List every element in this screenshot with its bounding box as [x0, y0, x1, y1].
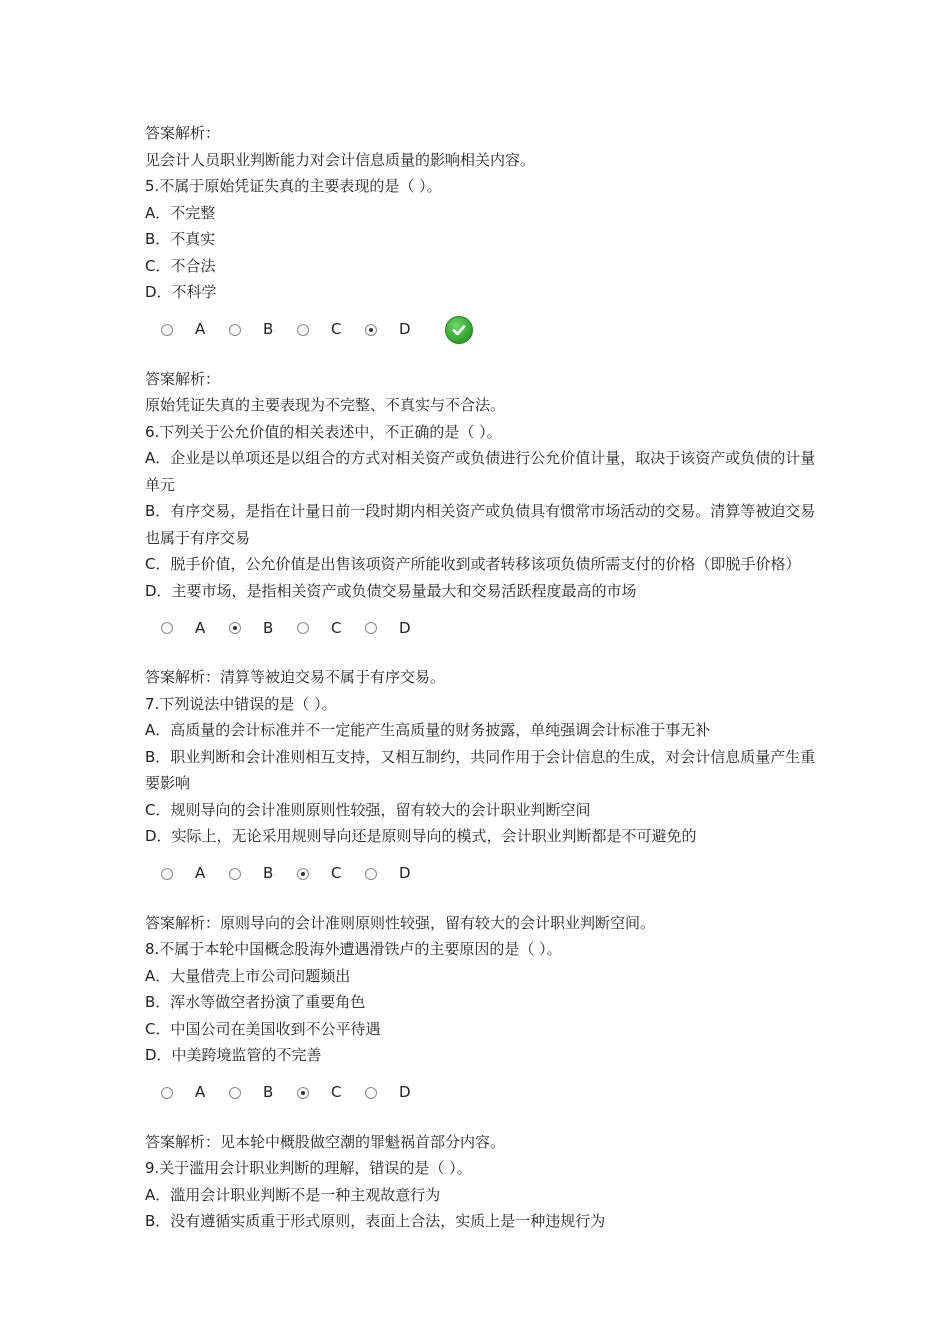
question-option: C．脱手价值，公允价值是出售该项资产所能收到或者转移该项负债所需支付的价格（即脱手价格） — [145, 555, 801, 573]
question-option: A．不完整 — [145, 203, 216, 222]
question-option: C．中国公司在美国收到不公平待遇 — [145, 1019, 381, 1038]
radio-button[interactable] — [161, 622, 173, 634]
choice-letter: C — [331, 864, 342, 883]
answer-choice-c[interactable] — [297, 1079, 351, 1106]
choice-letter: C — [331, 618, 342, 637]
radio-button[interactable] — [297, 1087, 309, 1099]
document-content — [145, 120, 825, 1235]
question-option: B．有序交易，是指在计量日前一段时期内相关资产或负债具有惯常市场活动的交易。清算等被迫交易也属于有序交易 — [145, 502, 816, 547]
answer-choice-b[interactable] — [229, 1079, 283, 1106]
answer-choice-d[interactable] — [365, 316, 419, 343]
question-option: D．中美跨境监管的不完善 — [145, 1046, 322, 1064]
radio-button[interactable] — [229, 868, 241, 880]
answer-radio-group — [145, 312, 825, 348]
choice-letter: D — [399, 1083, 411, 1102]
radio-button[interactable] — [161, 324, 173, 336]
analysis-text: 答案解析：清算等被迫交易不属于有序交易。 — [145, 668, 446, 686]
question-stem: 7.下列说法中错误的是（ ）。 — [145, 694, 337, 713]
radio-button[interactable] — [297, 622, 309, 634]
question-stem: 9.关于滥用会计职业判断的理解，错误的是（ ）。 — [145, 1159, 472, 1177]
analysis-text: 答案解析：见本轮中概股做空潮的罪魁祸首部分内容。 — [145, 1132, 506, 1151]
question-option: C．不合法 — [145, 256, 216, 275]
answer-choice-b[interactable] — [229, 860, 283, 887]
choice-letter: B — [263, 864, 274, 883]
question-option: D．主要市场，是指相关资产或负债交易量最大和交易活跃程度最高的市场 — [145, 581, 637, 600]
choice-letter: B — [263, 320, 274, 339]
radio-button[interactable] — [229, 324, 241, 336]
answer-radio-group — [145, 856, 825, 892]
question-option: B．职业判断和会计准则相互支持，又相互制约，共同作用于会计信息的生成，对会计信息质量产生重要影响 — [145, 747, 816, 792]
radio-button[interactable] — [161, 1087, 173, 1099]
radio-button[interactable] — [229, 622, 241, 634]
choice-letter: D — [399, 320, 411, 339]
answer-choice-b[interactable] — [229, 316, 283, 343]
radio-button[interactable] — [365, 868, 377, 880]
answer-choice-d[interactable] — [365, 860, 419, 887]
choice-letter: A — [195, 1083, 206, 1102]
question-stem: 6.下列关于公允价值的相关表述中，不正确的是（ ）。 — [145, 422, 502, 441]
choice-letter: C — [331, 1083, 342, 1102]
question-option: D．不科学 — [145, 283, 217, 301]
answer-choice-c[interactable] — [297, 316, 351, 343]
radio-button[interactable] — [297, 868, 309, 880]
radio-button[interactable] — [297, 324, 309, 336]
answer-choice-a[interactable] — [161, 615, 215, 642]
choice-letter: D — [399, 618, 411, 637]
radio-button[interactable] — [161, 868, 173, 880]
choice-letter: C — [331, 320, 342, 339]
analysis-text: 见会计人员职业判断能力对会计信息质量的影响相关内容。 — [145, 150, 536, 169]
question-stem: 5.不属于原始凭证失真的主要表现的是（ ）。 — [145, 177, 442, 195]
analysis-text: 答案解析：原则导向的会计准则原则性较强，留有较大的会计职业判断空间。 — [145, 913, 656, 932]
question-option: A．高质量的会计标准并不一定能产生高质量的财务披露，单纯强调会计标准于事无补 — [145, 721, 711, 739]
question-option: A．滥用会计职业判断不是一种主观故意行为 — [145, 1185, 441, 1204]
choice-letter: D — [399, 864, 411, 883]
answer-choice-b[interactable] — [229, 615, 283, 642]
analysis-text: 答案解析： — [145, 124, 221, 142]
choice-letter: B — [263, 618, 274, 637]
question-option: D．实际上，无论采用规则导向还是原则导向的模式，会计职业判断都是不可避免的 — [145, 827, 697, 845]
question-option: A．企业是以单项还是以组合的方式对相关资产或负债进行公允价值计量，取决于该资产或负债的计量单元 — [145, 449, 816, 494]
choice-letter: B — [263, 1083, 274, 1102]
answer-choice-a[interactable] — [161, 316, 215, 343]
answer-choice-d[interactable] — [365, 1079, 419, 1106]
question-option: C．规则导向的会计准则原则性较强，留有较大的会计职业判断空间 — [145, 800, 591, 819]
question-option: B．不真实 — [145, 230, 216, 248]
choice-letter: A — [195, 864, 206, 883]
radio-button[interactable] — [229, 1087, 241, 1099]
radio-button[interactable] — [365, 622, 377, 634]
analysis-text: 答案解析： — [145, 369, 221, 388]
correct-check-icon — [445, 316, 473, 344]
question-option: A．大量借壳上市公司问题频出 — [145, 966, 351, 985]
question-option: B．没有遵循实质重于形式原则，表面上合法，实质上是一种违规行为 — [145, 1212, 606, 1230]
analysis-text: 原始凭证失真的主要表现为不完整、不真实与不合法。 — [145, 396, 506, 414]
choice-letter: A — [195, 618, 206, 637]
answer-choice-c[interactable] — [297, 860, 351, 887]
radio-button[interactable] — [365, 324, 377, 336]
question-stem: 8.不属于本轮中国概念股海外遭遇滑铁卢的主要原因的是（ ）。 — [145, 940, 562, 958]
answer-radio-group — [145, 1075, 825, 1111]
answer-choice-a[interactable] — [161, 860, 215, 887]
answer-choice-d[interactable] — [365, 615, 419, 642]
question-option: B．浑水等做空者扮演了重要角色 — [145, 993, 366, 1011]
answer-radio-group — [145, 610, 825, 646]
answer-choice-c[interactable] — [297, 615, 351, 642]
radio-button[interactable] — [365, 1087, 377, 1099]
answer-choice-a[interactable] — [161, 1079, 215, 1106]
choice-letter: A — [195, 320, 206, 339]
